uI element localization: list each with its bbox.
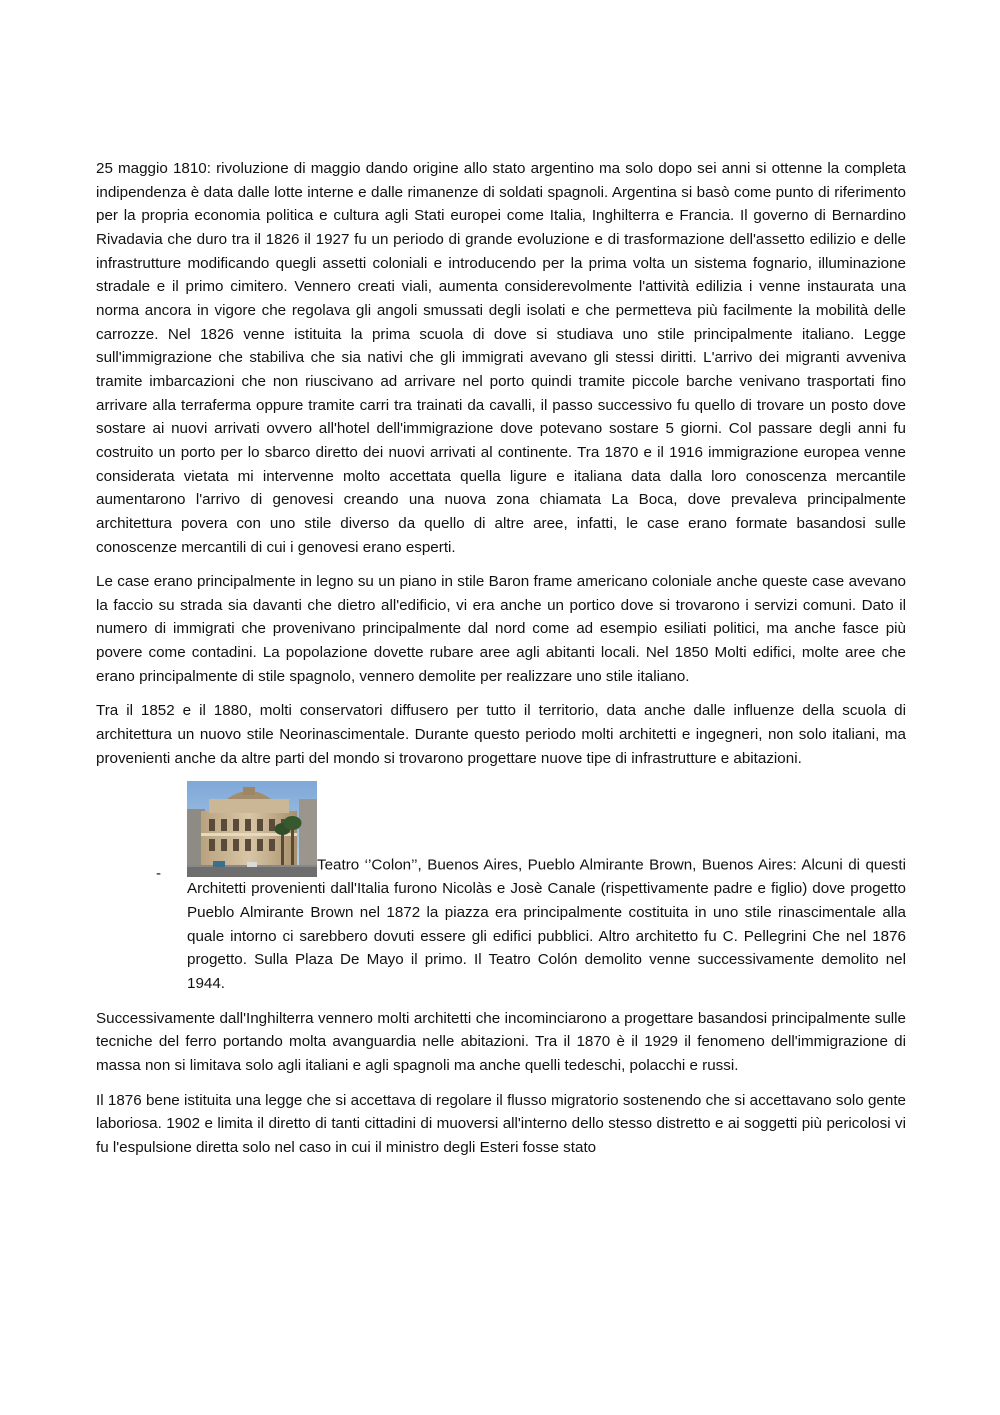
paragraph-5: Il 1876 bene istituita una legge che si accettava di regolare il flusso migratorio sostenendo che si accettavano solo gente laboriosa. 1902 e limita il diretto di tanti cittadini di muoversi all'interno dello stesso distretto e ai soggetti più pericolosi vi fu l'espulsione diretta solo nel caso in cui il ministro degli Esteri fosse stato (96, 1091, 906, 1156)
document-page (96, 157, 906, 1171)
list-item-body (187, 781, 906, 995)
paragraph-4: Successivamente dall'Inghilterra vennero molti architetti che incominciarono a progettare basandosi principalmente sulle tecniche del ferro portando molta avanguardia nelle abitazioni. Tra il 1870 è il 1929 il fenomeno dell'immigrazione di massa non si limitava solo agli italiani e agli spagnoli ma anche quelli tedeschi, polacchi e russi. (96, 1009, 906, 1074)
paragraph-1: 25 maggio 1810: rivoluzione di maggio dando origine allo stato argentino ma solo dopo sei anni si ottenne la completa indipendenza è data dalle lotte interne e dalle rimanenze di soldati spagnoli. Argentina si basò come punto di riferimento per la propria economia politica e cultura agli Stati europei come Italia, Inghilterra e Francia. Il governo di Bernardino Rivadavia che duro tra il 1826 il 1927 fu un periodo di grande evoluzione e di trasformazione dell'assetto edilizio e delle infrastrutture modificando quegli assetti coloniali e introducendo per la prima volta un sistema fognario, illuminazione stradale e il primo cimitero. Vennero creati viali, aumenta considerevolmente l'attività edilizia i venne instaurata una norma ancora in vigore che regolava gli angoli smussati degli isolati e che permetteva più facilmente la mobilità delle carrozze. Nel 1826 venne istituita la prima scuola di dove si studiava uno stile principalmente italiano. Legge sull'immigrazione che stabiliva che sia nativi che gli immigrati avevano gli stessi diritti. L'arrivo dei migranti avveniva tramite imbarcazioni che non riuscivano ad arrivare nel porto quindi tramite piccole barche venivano trasportati fino arrivare alla terraferma oppure tramite carri tra trainati da cavalli, il passo successivo fu quello di trovare un posto dove sostare ai nuovi arrivati ovvero all'hotel dell'immigrazione dove potevano sostare 5 giorni. Col passare degli anni fu costruito un porto per lo sbarco diretto dei nuovi arrivati al continente. Tra 1870 e il 1916 immigrazione europea venne considerata vietata mi intervenne molto accettata quella ligure e italiana data dalla loro conoscenza mercantile aumentarono l'arrivo di genovesi creando una nuova zona chiamata La Boca, dove prevaleva principalmente architettura povera con uno stile diverso da quello di altre aree, infatti, le case erano formate basandosi sulle conoscenze mercantili di cui i genovesi erano esperti. (96, 160, 906, 556)
teatro-colon-photo (187, 781, 317, 877)
list-item-text: Teatro ‘’Colon’’, Buenos Aires, Pueblo Almirante Brown, Buenos Aires: Alcuni di questi Architetti provenienti dall'Italia furono Nicolàs e Josè Canale (rispettivamente padre e figlio) dove progetto Pueblo Almirante Brown nel 1872 la piazza era principalmente costituita in uno stile rinascimentale alla quale intorno ci sarebbero dovuti essere gli edifici pubblici. Altro architetto fu C. Pellegrini Che nel 1876 progetto. Sulla Plaza De Mayo il primo. Il Teatro Colón demolito venne successivamente demolito nel 1944. (187, 856, 906, 993)
paragraph-2: Le case erano principalmente in legno su un piano in stile Baron frame americano coloniale anche queste case avevano la faccio su strada sia davanti che dietro all'edificio, vi era anche un portico dove si trovarono i servizi comuni. Dato il numero di immigrati che provenivano principalmente dal nord come ad esempio esiliati politici, ma anche fasce più povere come contadini. La popolazione dovette rubare aree agli abitanti locali. Nel 1850 Molti edifici, molte aree che erano principalmente di stile spagnolo, vennero demolite per realizzare uno stile italiano. (96, 573, 906, 685)
list-bullet: - (156, 865, 162, 883)
list-item-teatro-colon (96, 781, 906, 995)
paragraph-3: Tra il 1852 e il 1880, molti conservatori diffusero per tutto il territorio, data anche dalle influenze della scuola di architettura un nuovo stile Neorinascimentale. Durante questo periodo molti architetti e ingegneri, non solo italiani, ma provenienti anche da altre parti del mondo si trovarono progettare nuove tipe di infrastrutture e abitazioni. (96, 702, 906, 767)
